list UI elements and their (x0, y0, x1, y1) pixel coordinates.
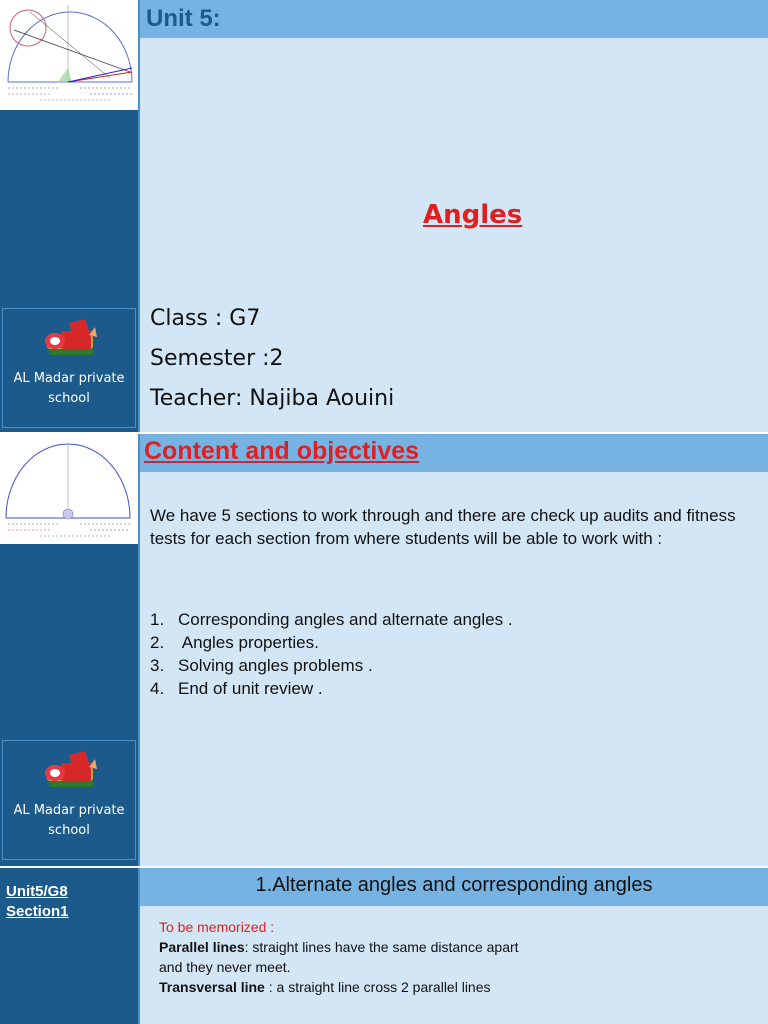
protractor-diagram-thumbnail (0, 0, 138, 110)
header-bar (140, 0, 768, 38)
sidebar (0, 868, 140, 1024)
school-name-line-2: school (48, 391, 90, 406)
parallel-lines-definition: Parallel lines: straight lines have the same distance apart (159, 939, 519, 955)
unit-title: Unit 5: (146, 5, 221, 32)
memo-heading: To be memorized : (159, 919, 275, 935)
school-name (3, 369, 135, 409)
section-label-section: Section1 (6, 903, 69, 920)
section-label-unit: Unit5/G8 (6, 883, 68, 900)
section-title: 1.Alternate angles and corresponding angles (255, 874, 653, 896)
list-item: 4. End of unit review . (150, 679, 323, 698)
parallel-lines-definition-cont: and they never meet. (159, 959, 291, 975)
school-name-line-1: AL Madar private (13, 803, 125, 818)
section-title: Content and objectives (144, 437, 420, 465)
school-name-line-2: school (48, 823, 90, 838)
main-panel (140, 0, 768, 432)
semester-info: Semester :2 (150, 346, 284, 371)
objectives-list (150, 608, 750, 700)
header-bar (140, 434, 768, 472)
school-logo-icon (3, 309, 137, 369)
school-logo-panel (2, 740, 136, 860)
list-item: 1. Corresponding angles and alternate angles . (150, 610, 513, 629)
class-info: Class : G7 (150, 306, 261, 331)
section-label[interactable] (6, 882, 69, 922)
page-title: Angles (423, 200, 523, 230)
sidebar (0, 434, 140, 866)
main-panel (140, 868, 768, 1024)
sidebar (0, 0, 140, 432)
intro-paragraph: We have 5 sections to work through and there are check up audits and fitness tests for each section from where students will be able to work with : (150, 506, 736, 548)
protractor-diagram (0, 0, 138, 110)
transversal-line-definition: Transversal line : a straight line cross 2 parallel lines (159, 979, 491, 995)
list-item: 3. Solving angles problems . (150, 656, 373, 675)
school-logo-icon (3, 741, 137, 801)
slide-1 (0, 0, 768, 432)
memo-box (159, 917, 519, 997)
protractor-diagram (0, 434, 138, 544)
list-item: 2. Angles properties. (150, 633, 319, 652)
protractor-diagram-thumbnail (0, 434, 138, 544)
slide-3 (0, 868, 768, 1024)
school-name (3, 801, 135, 841)
school-name-line-1: AL Madar private (13, 371, 125, 386)
header-bar (140, 868, 768, 906)
teacher-info: Teacher: Najiba Aouini (150, 386, 395, 411)
school-logo-panel (2, 308, 136, 428)
slide-2 (0, 434, 768, 866)
main-panel (140, 434, 768, 866)
